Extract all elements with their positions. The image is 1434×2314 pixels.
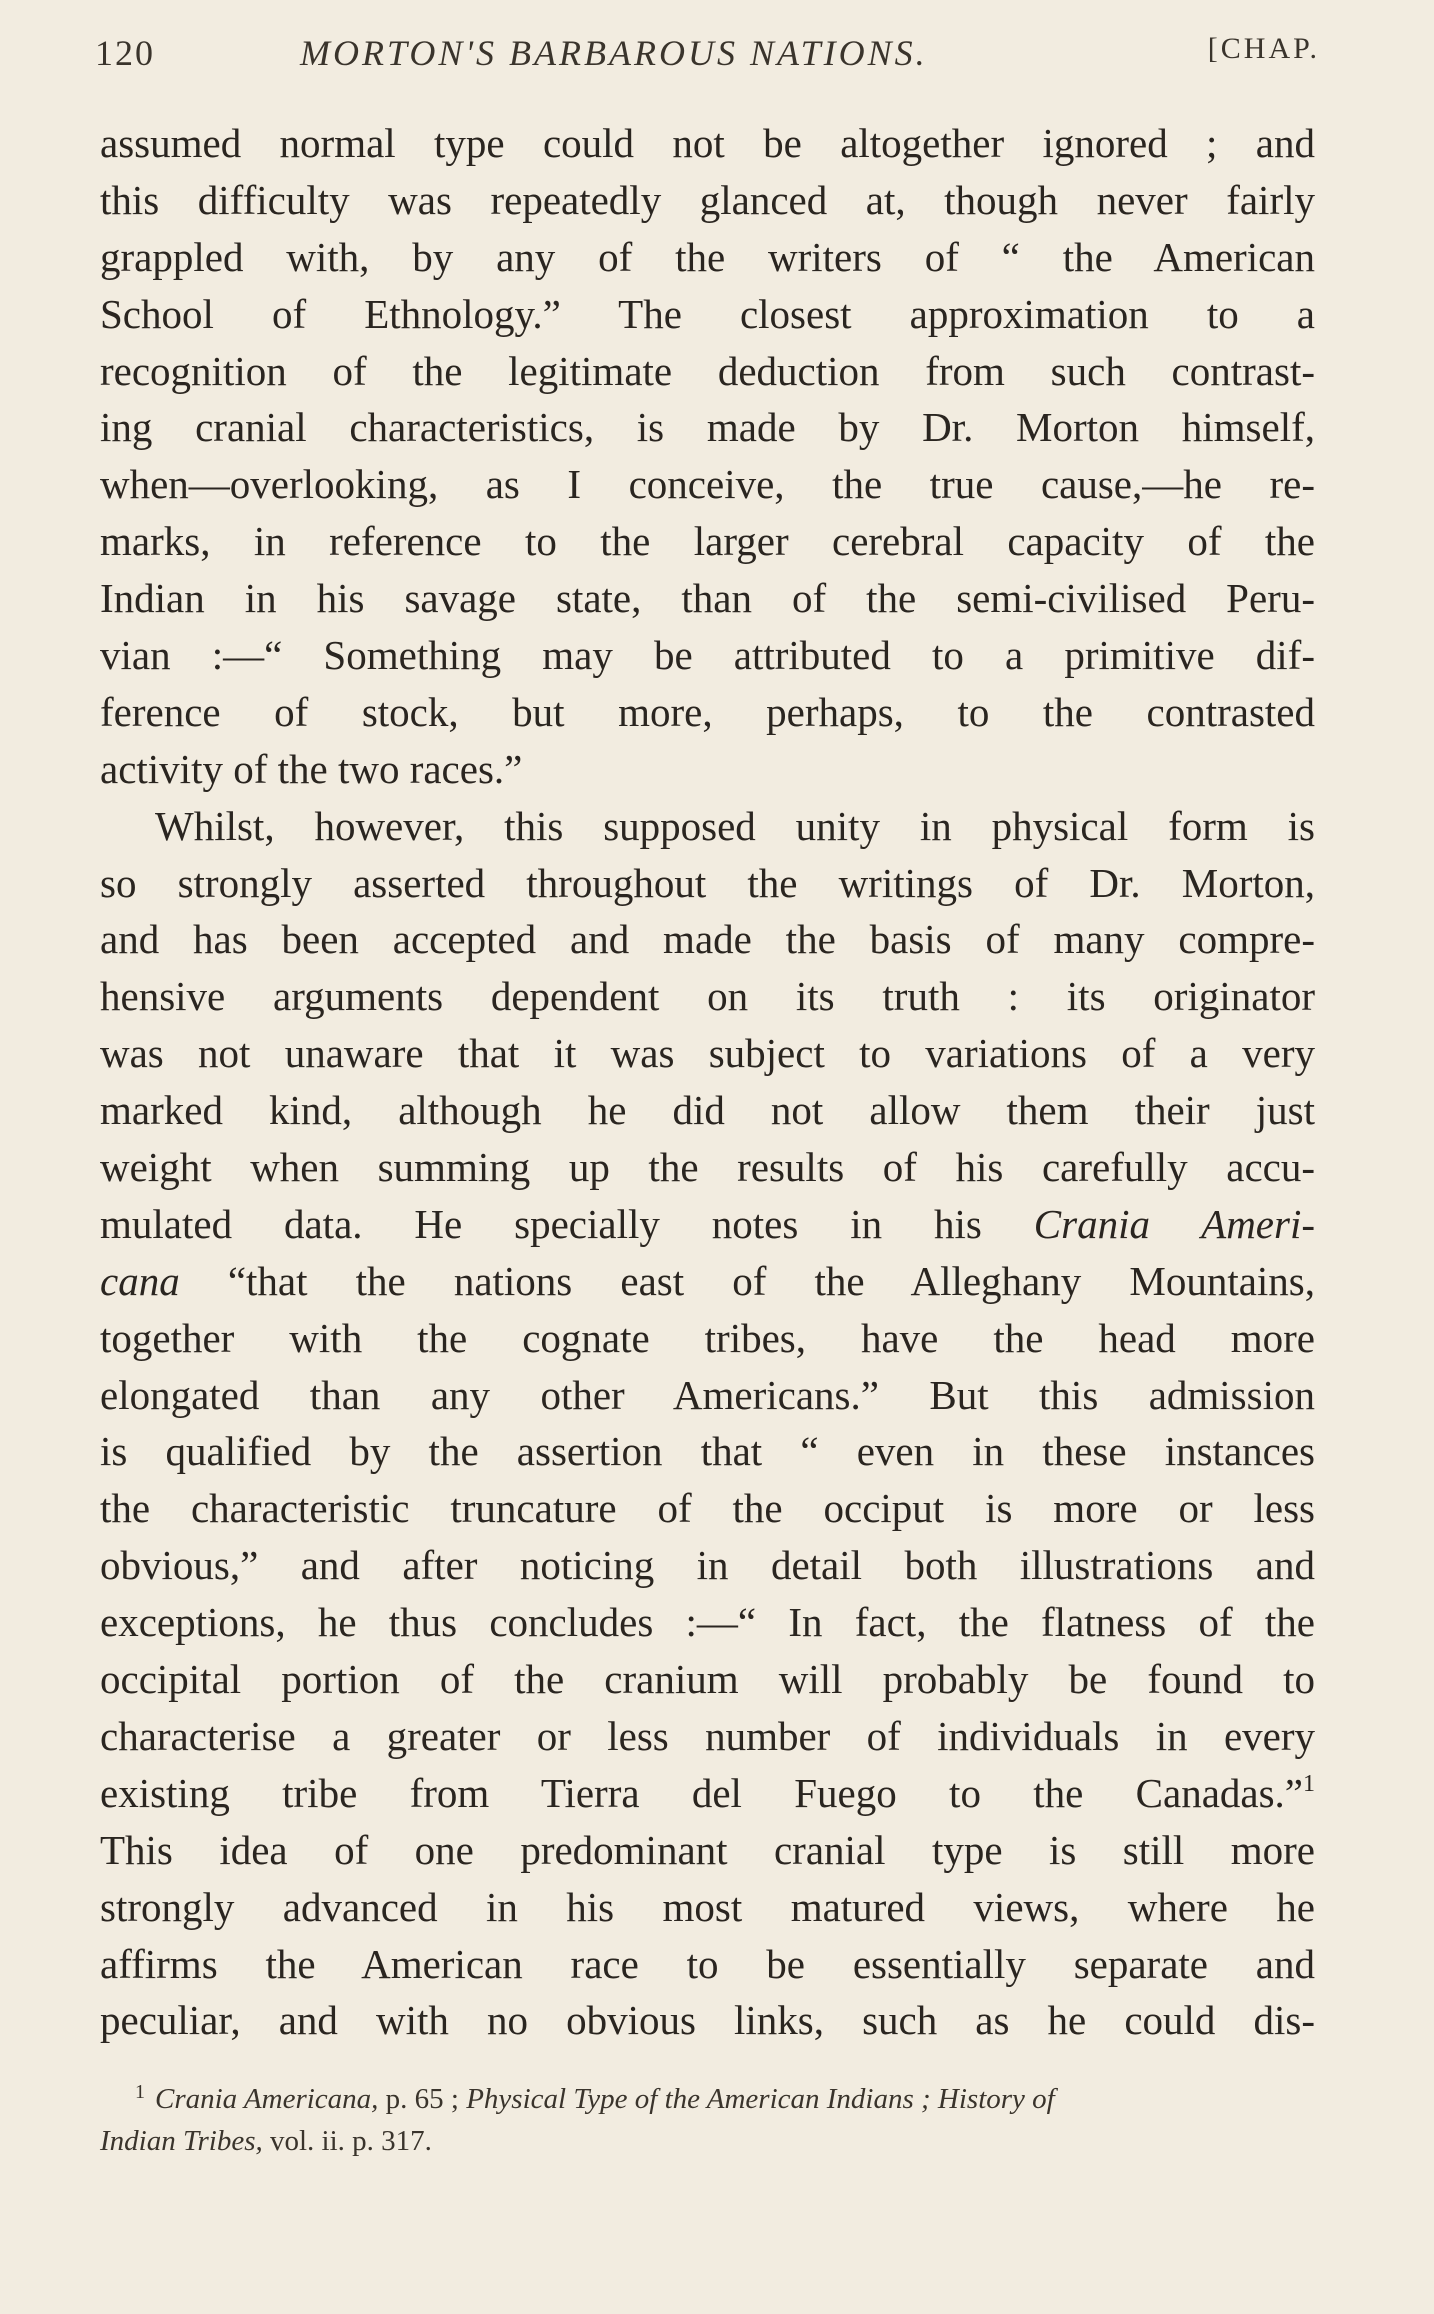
text-line: together with the cognate tribes, have the head more (100, 1314, 1315, 1361)
text-line: and has been accepted and made the basis of many compre- (100, 916, 1315, 963)
text-line: obvious,” and after noticing in detail both illustrations and (100, 1542, 1315, 1589)
text-line: characterise a greater or less number of individuals in every (100, 1712, 1315, 1759)
chapter-mark: [CHAP. (1207, 32, 1320, 65)
text-line: grappled with, by any of the writers of “ the American (100, 233, 1315, 280)
text-line: exceptions, he thus concludes :—“ In fact, the flatness of the (100, 1599, 1315, 1646)
text-line: activity of the two races.” (100, 745, 523, 792)
text-line: elongated than any other Americans.” But this admission (100, 1371, 1315, 1418)
text-line: this difficulty was repeatedly glanced at, though never fairly (100, 176, 1315, 223)
text-fragment: mulated data. He specially notes in his (100, 1200, 982, 1247)
footnote-text: vol. ii. p. 317. (262, 2125, 432, 2157)
text-line: was not unaware that it was subject to variations of a very (100, 1030, 1315, 1077)
text-line: Whilst, however, this supposed unity in physical form is (155, 802, 1315, 849)
text-line: This idea of one predominant cranial type is still more (100, 1826, 1315, 1873)
text-line: marks, in reference to the larger cerebral capacity of the (100, 518, 1315, 565)
footnote-work: Crania Americana, (155, 2083, 379, 2115)
text-line: hensive arguments dependent on its truth : its originator (100, 973, 1315, 1020)
text-line: recognition of the legitimate deduction from such contrast- (100, 347, 1315, 394)
text-line: affirms the American race to be essentially separate and (100, 1940, 1315, 1987)
footnote-line (100, 2078, 1315, 2120)
text-line: School of Ethnology.” The closest approximation to a (100, 290, 1315, 337)
footnote-marker: 1 (135, 2081, 145, 2103)
footnote (100, 2078, 1315, 2162)
text-line: ference of stock, but more, perhaps, to the contrasted (100, 688, 1315, 735)
text-line: Indian in his savage state, than of the semi-civilised Peru- (100, 575, 1315, 622)
footnote-reference: 1 (1303, 1770, 1315, 1797)
italic-title: cana (100, 1257, 180, 1304)
text-line: occipital portion of the cranium will probably be found to (100, 1656, 1315, 1703)
text-line: the characteristic truncature of the occiput is more or less (100, 1485, 1315, 1532)
footnote-work: Indian Tribes, (100, 2125, 263, 2157)
text-fragment: existing tribe from Tierra del Fuego to the Canadas.” (100, 1769, 1303, 1816)
text-line: so strongly asserted throughout the writings of Dr. Morton, (100, 859, 1315, 906)
text-fragment: “that the nations east of the Alleghany Mountains, (227, 1257, 1316, 1304)
footnote-work: Physical Type of the American Indians ; History of (466, 2083, 1055, 2115)
italic-title: Crania Ameri- (1033, 1200, 1316, 1247)
text-line (100, 1196, 1315, 1253)
running-head (95, 32, 1320, 82)
text-line: vian :—“ Something may be attributed to a primitive dif- (100, 632, 1315, 679)
text-line: when—overlooking, as I conceive, the true cause,—he re- (100, 461, 1315, 508)
text-line: peculiar, and with no obvious links, such as he could dis- (100, 1997, 1315, 2044)
footnote-line (100, 2120, 1315, 2162)
text-line: marked kind, although he did not allow them their just (100, 1087, 1315, 1134)
running-title: MORTON'S BARBAROUS NATIONS. (300, 33, 928, 73)
text-line: assumed normal type could not be altogether ignored ; and (100, 120, 1315, 166)
text-line: strongly advanced in his most matured views, where he (100, 1883, 1315, 1930)
text-line: ing cranial characteristics, is made by Dr. Morton himself, (100, 404, 1315, 451)
text-line (100, 1253, 1315, 1310)
text-line: weight when summing up the results of his carefully accu- (100, 1144, 1315, 1191)
text-line: is qualified by the assertion that “ even in these instances (100, 1428, 1315, 1475)
text-line (100, 1765, 1315, 1822)
page-number: 120 (95, 33, 155, 73)
body-text (100, 115, 1315, 2049)
footnote-text: p. 65 ; (378, 2083, 467, 2115)
